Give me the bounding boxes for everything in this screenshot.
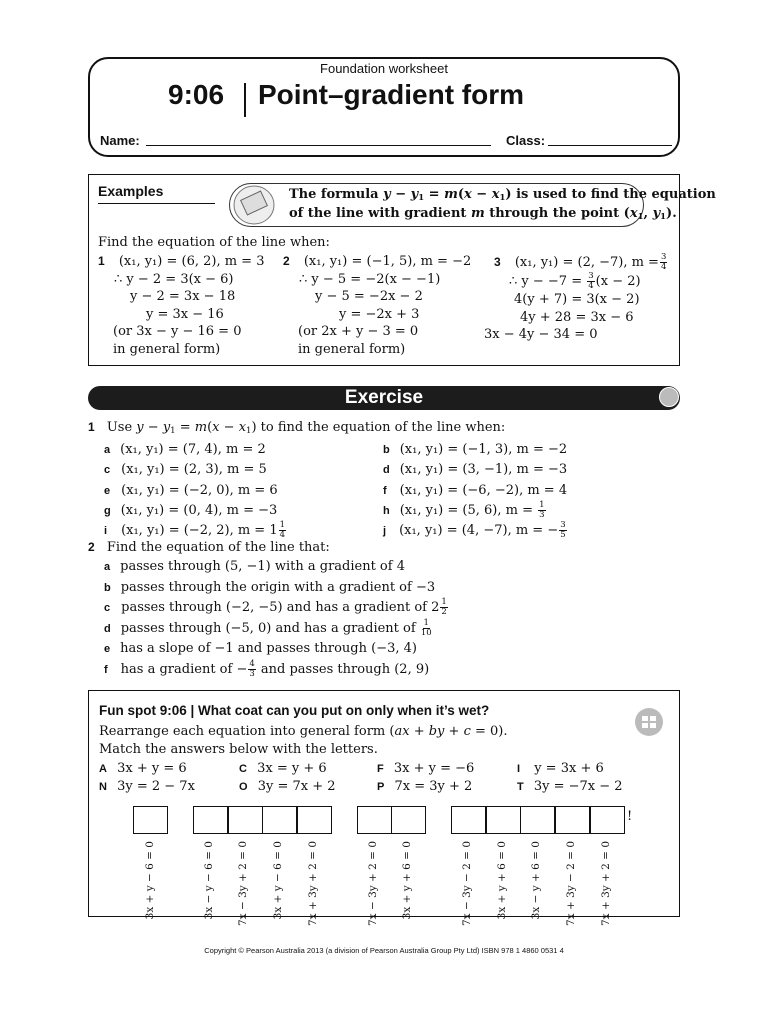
letter-P: P 7x = 3y + 2 <box>377 779 473 794</box>
answer-box-2[interactable] <box>193 806 228 834</box>
letter-F: F 3x + y = −6 <box>377 761 475 776</box>
fun-spot-box <box>88 690 680 926</box>
letter-I: I y = 3x + 6 <box>517 761 604 776</box>
q1-part-h: h (x₁, y₁) = (5, 6), m = $\frac{1}{3}$ <box>383 499 545 520</box>
question-1: 1 Use $y - y_1 = m(x - x_1)$ to find the equation of the line when: <box>88 420 506 436</box>
answer-label-2: 3x − y − 6 = 0 <box>203 841 215 920</box>
q1-part-i: i (x₁, y₁) = (−2, 2), m = 1 $\frac{1}{4}$ <box>104 520 286 541</box>
answer-exclamation: ! <box>627 809 633 824</box>
question-2: 2 Find the equation of the line that: <box>88 540 330 555</box>
examples-box <box>88 174 716 366</box>
question-1-right-parts <box>383 440 568 541</box>
circle-icon <box>659 387 679 407</box>
answer-box-10[interactable] <box>520 806 555 834</box>
letter-N: N 3y = 2 − 7x <box>99 779 195 794</box>
q1-part-g: g (x₁, y₁) = (0, 4), m = −3 <box>104 502 278 518</box>
answer-box-9[interactable] <box>486 806 521 834</box>
worksheet-subtitle: Foundation worksheet <box>320 61 448 76</box>
ruler-icon <box>231 183 277 227</box>
answer-label-9: 3x + y + 6 = 0 <box>496 841 508 920</box>
q2-part-e: e has a slope of −1 and passes through (−3, 4) <box>104 641 417 656</box>
letter-C: C 3x = y + 6 <box>239 761 327 776</box>
q1-part-a: a (x₁, y₁) = (7, 4), m = 2 <box>104 442 266 457</box>
answer-box-4[interactable] <box>262 806 297 834</box>
q2-part-b: b passes through the origin with a gradient of −3 <box>104 579 436 595</box>
q1-part-f: f (x₁, y₁) = (−6, −2), m = 4 <box>383 482 568 498</box>
class-field[interactable] <box>548 145 672 146</box>
fun-spot-instruction-2: Match the answers below with the letters. <box>99 742 378 757</box>
copyright-notice: Copyright © Pearson Australia 2013 (a division of Pearson Australia Group Pty Ltd) ISBN 978 1 4860 0531 4 <box>204 946 564 955</box>
letter-A: A 3x + y = 6 <box>99 761 187 776</box>
fun-spot-instruction-1: Rearrange each equation into general form (ax + by + c = 0). <box>99 724 508 739</box>
answer-label-5: 7x + 3y + 2 = 0 <box>307 841 319 926</box>
answer-label-8: 7x − 3y − 2 = 0 <box>461 841 473 926</box>
answer-box-6[interactable] <box>357 806 392 834</box>
class-label: Class: <box>506 133 546 148</box>
section-number: 9:06 <box>168 79 225 110</box>
exercise-banner <box>88 386 680 410</box>
example-2: 2 (x₁, y₁) = (−1, 5), m = −2 ∴ y − 5 = −2(x − −1) y − 5 = −2x − 2 y = −2x + 3 (or 2x + y − 3 = 0 in general form) <box>283 254 472 357</box>
answer-label-4: 3x + y − 6 = 0 <box>272 841 284 920</box>
answer-box-3[interactable] <box>228 806 263 834</box>
answer-box-1[interactable] <box>133 806 168 834</box>
q1-part-e: e (x₁, y₁) = (−2, 0), m = 6 <box>104 482 278 498</box>
answer-box-11[interactable] <box>555 806 590 834</box>
puzzle-icon <box>634 707 664 737</box>
q1-part-j: j (x₁, y₁) = (4, −7), m = − $\frac{3}{5}$ <box>383 520 566 541</box>
answer-label-12: 7x + 3y + 2 = 0 <box>600 841 612 926</box>
q2-part-c: c passes through (−2, −5) and has a gradient of 2 $\frac{1}{2}$ <box>104 597 447 617</box>
question-1-left-parts <box>104 440 287 541</box>
answer-box-8[interactable] <box>451 806 486 834</box>
answer-label-1: 3x + y − 6 = 0 <box>144 841 156 920</box>
name-label: Name: <box>100 133 140 148</box>
answer-box-12[interactable] <box>590 806 625 834</box>
q1-part-d: d (x₁, y₁) = (3, −1), m = −3 <box>383 462 568 478</box>
title-divider <box>244 83 246 117</box>
question-2-parts <box>104 557 449 680</box>
q2-part-f: f has a gradient of − $\frac{4}{3}$ and passes through (2, 9) <box>104 658 430 679</box>
example-3: 3 (x₁, y₁) = (2, −7), m = $\frac{3}{4}$ ∴ y − −7 = $\frac{3}{4}$ (x − 2) 4(y + 7) = 3(x − 2) 4y + 28 = 3x − 6 3x − 4y − 34 = 0 <box>484 252 667 342</box>
page-title: Point–gradient form <box>258 79 525 110</box>
answer-label-7: 3x + y + 6 = 0 <box>401 841 413 920</box>
formula-text: The formula $y - y_1 = m(x - x_1)$ is used to find the equation of the line with gradient m through the point ($x_1$, $y_1$). <box>289 187 716 222</box>
q1-part-b: b (x₁, y₁) = (−1, 3), m = −2 <box>383 442 568 457</box>
q2-part-a: a passes through (5, −1) with a gradient of 4 <box>104 559 405 574</box>
q1-part-c: c (x₁, y₁) = (2, 3), m = 5 <box>104 462 267 478</box>
answer-label-3: 7x − 3y + 2 = 0 <box>237 841 249 926</box>
answer-label-10: 3x − y + 6 = 0 <box>530 841 542 920</box>
answer-box-5[interactable] <box>297 806 332 834</box>
q2-part-d: d passes through (−5, 0) and has a gradient of $\frac{1}{10}$ <box>104 617 432 638</box>
answer-label-6: 7x − 3y + 2 = 0 <box>367 841 379 926</box>
worksheet-header <box>88 57 680 157</box>
fun-spot-title: Fun spot 9:06 | What coat can you put on only when it’s wet? <box>99 703 490 718</box>
exercise-title: Exercise <box>344 387 424 408</box>
letter-O: O 3y = 7x + 2 <box>239 779 336 794</box>
name-field[interactable] <box>146 145 491 146</box>
answer-box-7[interactable] <box>391 806 426 834</box>
examples-underline <box>98 203 215 204</box>
examples-heading: Examples <box>98 183 164 199</box>
letter-T: T 3y = −7x − 2 <box>517 779 623 794</box>
example-1: 1 (x₁, y₁) = (6, 2), m = 3 ∴ y − 2 = 3(x − 6) y − 2 = 3x − 18 y = 3x − 16 (or 3x − y − 16 = 0 in general form) <box>98 254 265 357</box>
examples-prompt: Find the equation of the line when: <box>98 235 330 250</box>
answer-label-11: 7x + 3y − 2 = 0 <box>565 841 577 926</box>
